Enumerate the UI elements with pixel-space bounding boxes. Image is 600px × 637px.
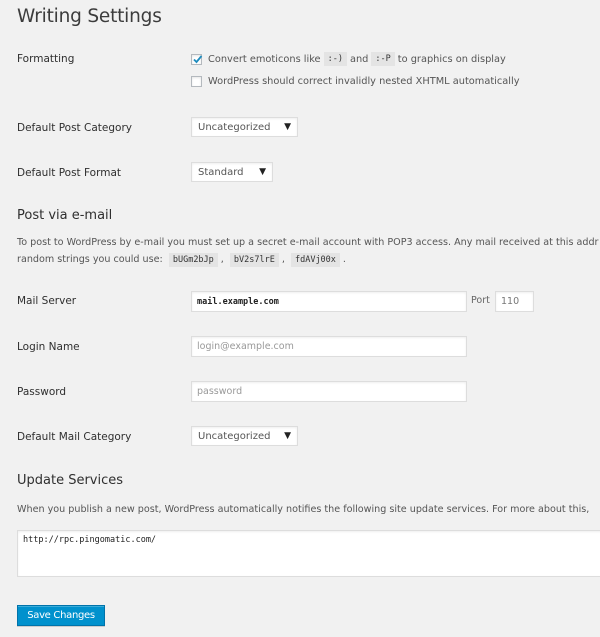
mail-server-input[interactable]: mail.example.com — [191, 291, 467, 312]
mail-server-label: Mail Server — [17, 295, 77, 307]
convert-emoticons-text-before: Convert emoticons like — [208, 53, 321, 65]
default-post-format-select[interactable] — [191, 162, 273, 182]
post-via-email-description-line1: To post to WordPress by e-mail you must set up a secret e-mail account with POP3 access. Any mail received at this addr — [17, 237, 599, 248]
default-mail-category-select[interactable] — [191, 426, 298, 446]
update-services-heading: Update Services — [17, 473, 124, 488]
login-name-input[interactable] — [191, 336, 467, 357]
post-via-email-heading: Post via e-mail — [17, 208, 113, 223]
dropdown-arrow-icon: ▼ — [284, 431, 291, 441]
emoticon-code-smile: :-) — [324, 52, 347, 66]
correct-xhtml-option[interactable] — [191, 76, 520, 87]
login-name-placeholder: login@example.com — [197, 341, 294, 352]
update-services-textarea[interactable]: http://rpc.pingomatic.com/ — [17, 530, 600, 577]
dropdown-arrow-icon: ▼ — [284, 122, 291, 132]
convert-emoticons-text-after: to graphics on display — [397, 53, 506, 65]
emoticon-code-tongue: :-P — [371, 52, 394, 66]
post-via-email-description — [17, 236, 599, 267]
default-post-format-label: Default Post Format — [17, 167, 122, 179]
default-post-category-select[interactable] — [191, 117, 298, 137]
correct-xhtml-text: WordPress should correct invalidly nested XHTML automatically — [208, 76, 520, 87]
default-mail-category-value: Uncategorized — [198, 430, 271, 442]
login-name-label: Login Name — [17, 341, 80, 353]
dropdown-arrow-icon: ▼ — [259, 167, 266, 177]
default-post-category-value: Uncategorized — [198, 121, 271, 133]
correct-xhtml-checkbox[interactable] — [191, 76, 202, 87]
formatting-label: Formatting — [17, 53, 75, 65]
post-via-email-description-line2: random strings you could use: bUGm2bJp , bV2s7lrE , fdAVj00x . — [17, 254, 346, 265]
random-string-2: bV2s7lrE — [230, 253, 279, 267]
convert-emoticons-text-mid: and — [349, 53, 369, 65]
random-string-3: fdAVj00x — [291, 253, 340, 267]
convert-emoticons-checkbox[interactable] — [191, 54, 202, 65]
default-post-category-label: Default Post Category — [17, 122, 132, 134]
password-placeholder: password — [197, 386, 243, 397]
password-label: Password — [17, 386, 67, 398]
random-string-1: bUGm2bJp — [169, 253, 218, 267]
save-changes-button[interactable]: Save Changes — [17, 605, 105, 626]
page-title: Writing Settings — [17, 6, 162, 27]
default-post-format-value: Standard — [198, 166, 244, 178]
random-strings-prefix: random strings you could use: — [17, 254, 163, 265]
port-input[interactable]: 110 — [495, 291, 534, 312]
checkmark-icon — [192, 54, 203, 65]
port-label: Port — [471, 295, 490, 306]
convert-emoticons-option[interactable] — [191, 52, 506, 66]
default-mail-category-label: Default Mail Category — [17, 431, 132, 443]
update-services-description: When you publish a new post, WordPress automatically notifies the following site update services. For more about this, — [17, 504, 590, 515]
password-input[interactable] — [191, 381, 467, 402]
